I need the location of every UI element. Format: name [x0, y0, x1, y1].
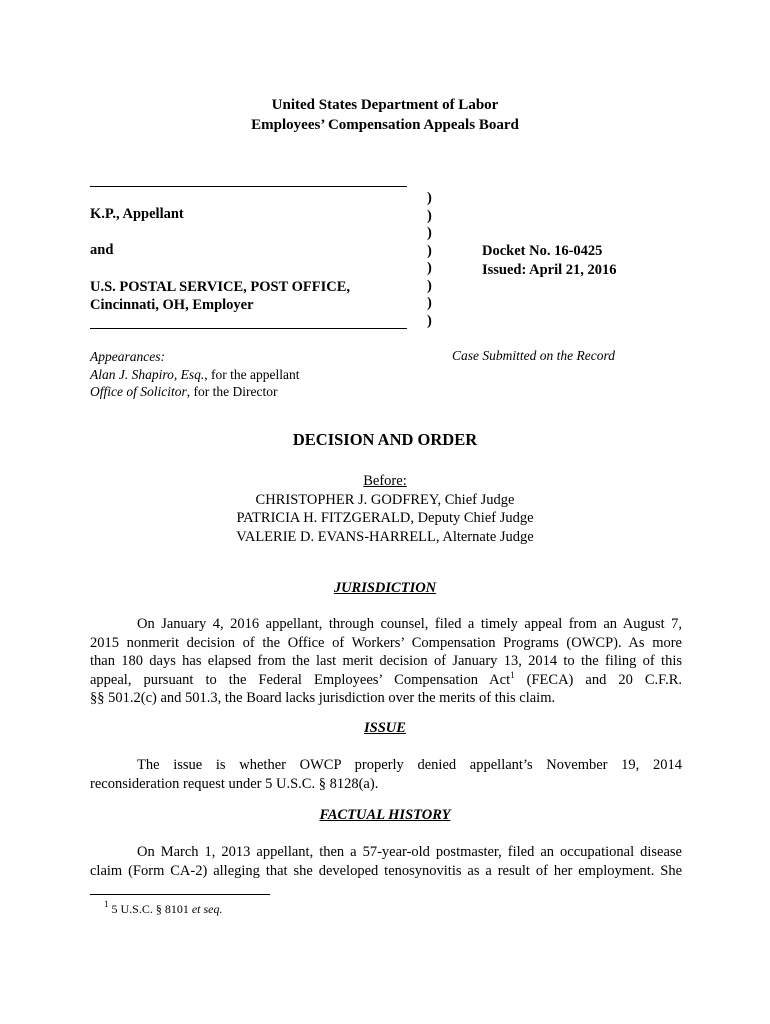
- jurisdiction-heading: JURISDICTION: [333, 580, 437, 596]
- caption-bottom-rule: [90, 328, 407, 329]
- appearance-appellant: [90, 366, 299, 384]
- employer-line-1: U.S. POSTAL SERVICE, POST OFFICE,: [90, 279, 351, 295]
- footnote-number: 1: [104, 899, 109, 909]
- solicitor-name: Office of Solicitor: [90, 384, 187, 399]
- before-label: Before:: [363, 473, 407, 489]
- issued-date: Issued: April 21, 2016: [482, 262, 617, 278]
- employer-line-2: Cincinnati, OH, Employer: [90, 297, 254, 313]
- footnote-1: $^1$ 5 U.S.C. § 8101 et seq.: [104, 899, 223, 916]
- agency-title: United States Department of Labor: [271, 97, 499, 113]
- jurisdiction-paragraph: On January 4, 2016 appellant, through counsel, filed a timely appeal from an August 7, 2015 nonmerit decision of the Office of Workers’ Compensation Programs (OWCP). As more than 180 days has elapsed from the last merit decision of January 13, 2014 to the filing of this appeal, pursuant to the Federal Employees’ Compensation Act$^1$ (FECA) and 20 C.F.R. §§ 501.2(c) and 501.3, the Board lacks jurisdiction over the merits of this claim.: [90, 616, 682, 706]
- case-status: Case Submitted on the Record: [452, 348, 615, 363]
- judge-2: PATRICIA H. FITZGERALD, Deputy Chief Judge: [236, 510, 534, 526]
- footnote-ref-1: 1: [510, 669, 515, 680]
- issue-paragraph: The issue is whether OWCP properly denied appellant’s November 19, 2014 reconsideration request under 5 U.S.C. § 8128(a).: [90, 757, 682, 792]
- factual-history-heading: FACTUAL HISTORY: [319, 807, 451, 823]
- judge-3: VALERIE D. EVANS-HARRELL, Alternate Judge: [236, 528, 534, 545]
- attorney-role: , for the appellant: [204, 366, 300, 382]
- caption-and: and: [90, 242, 114, 258]
- caption-top-rule: [90, 186, 407, 187]
- decision-title: DECISION AND ORDER: [292, 430, 478, 449]
- appearance-director: [90, 383, 299, 401]
- factual-history-paragraph: On March 1, 2013 appellant, then a 57-year-old postmaster, filed an occupational disease claim (Form CA-2) alleging that she developed tenosynovitis as a result of her employment. She: [90, 844, 682, 879]
- footnote-rule: [90, 894, 270, 895]
- appearances-label: Appearances:: [90, 349, 165, 364]
- caption-parentheses: ) ) ) ) ) ) ) ): [427, 190, 432, 329]
- issue-heading: ISSUE: [364, 720, 406, 736]
- appellant-name: K.P., Appellant: [90, 206, 184, 222]
- attorney-name: Alan J. Shapiro, Esq.: [90, 366, 205, 382]
- board-title: Employees’ Compensation Appeals Board: [251, 117, 519, 133]
- judge-1: CHRISTOPHER J. GODFREY, Chief Judge: [255, 491, 515, 508]
- docket-number: Docket No. 16-0425: [482, 243, 603, 259]
- solicitor-role: , for the Director: [186, 384, 278, 399]
